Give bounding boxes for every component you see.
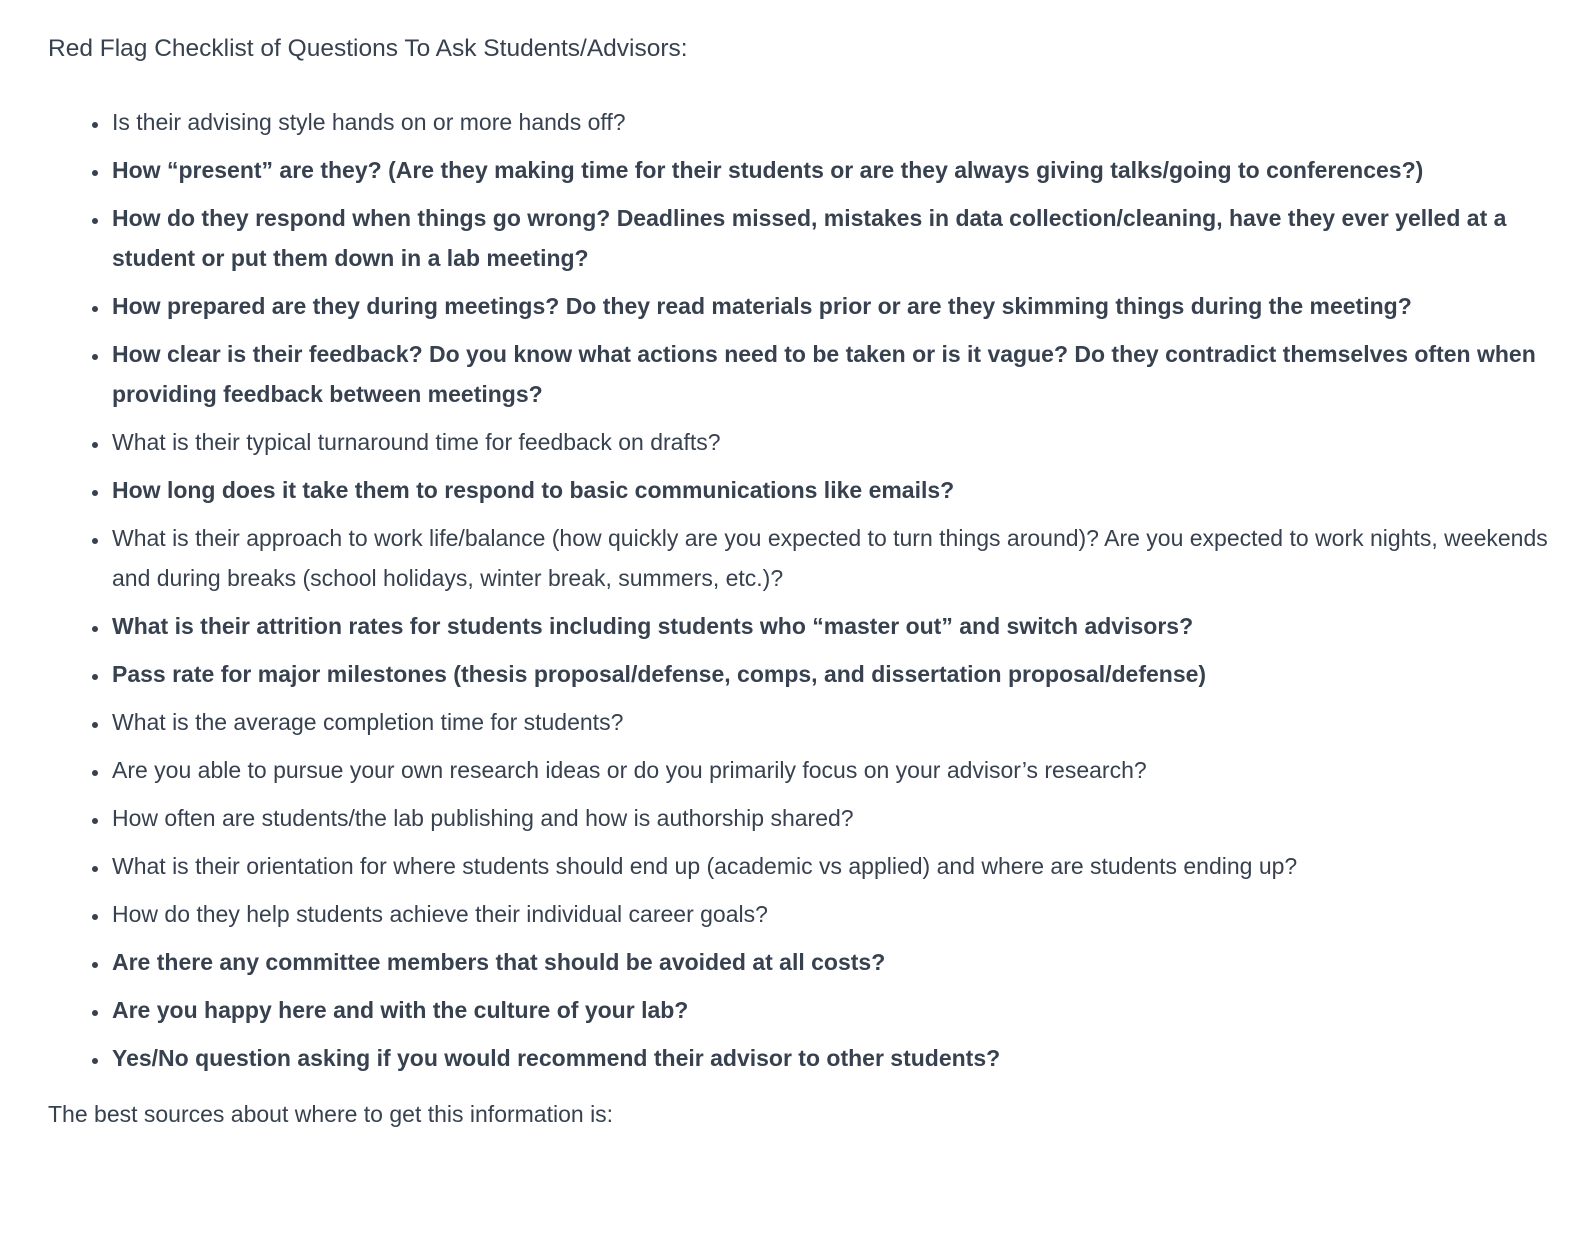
list-item: • What is their orientation for where students should end up (academic vs applied) and where are students ending up? xyxy=(110,846,1548,886)
list-item: • How “present” are they? (Are they making time for their students or are they always giving talks/going to conferences?) xyxy=(110,150,1548,190)
list-item: • How long does it take them to respond to basic communications like emails? xyxy=(110,470,1548,510)
list-item: • How often are students/the lab publishing and how is authorship shared? xyxy=(110,798,1548,838)
list-item: • What is the average completion time for students? xyxy=(110,702,1548,742)
list-item: • Pass rate for major milestones (thesis proposal/defense, comps, and dissertation proposal/defense) xyxy=(110,654,1548,694)
list-item: • Is their advising style hands on or more hands off? xyxy=(110,102,1548,142)
list-item: • Are you able to pursue your own research ideas or do you primarily focus on your advisor’s research? xyxy=(110,750,1548,790)
list-item: • Yes/No question asking if you would recommend their advisor to other students? xyxy=(110,1038,1548,1078)
list-item: • How do they help students achieve their individual career goals? xyxy=(110,894,1548,934)
page-title: Red Flag Checklist of Questions To Ask Students/Advisors: xyxy=(48,35,688,62)
list-item: • Are you happy here and with the culture of your lab? xyxy=(110,990,1548,1030)
list-item: • Are there any committee members that should be avoided at all costs? xyxy=(110,942,1548,982)
list-item: • What is their typical turnaround time for feedback on drafts? xyxy=(110,422,1548,462)
list-item: • What is their approach to work life/balance (how quickly are you expected to turn things around)? Are you expected to work nights, weekends and during breaks (school holidays, winter break, summers, etc.)? xyxy=(110,518,1548,598)
checklist xyxy=(48,102,1548,1078)
list-item: • What is their attrition rates for students including students who “master out” and switch advisors? xyxy=(110,606,1548,646)
list-item: • How clear is their feedback? Do you know what actions need to be taken or is it vague? Do they contradict themselves often when providing feedback between meetings? xyxy=(110,334,1548,414)
footer-cutoff-text: The best sources about where to get this information is: xyxy=(48,1101,614,1127)
list-item: • How do they respond when things go wrong? Deadlines missed, mistakes in data collection/cleaning, have they ever yelled at a student or put them down in a lab meeting? xyxy=(110,198,1548,278)
list-item: • How prepared are they during meetings? Do they read materials prior or are they skimming things during the meeting? xyxy=(110,286,1548,326)
